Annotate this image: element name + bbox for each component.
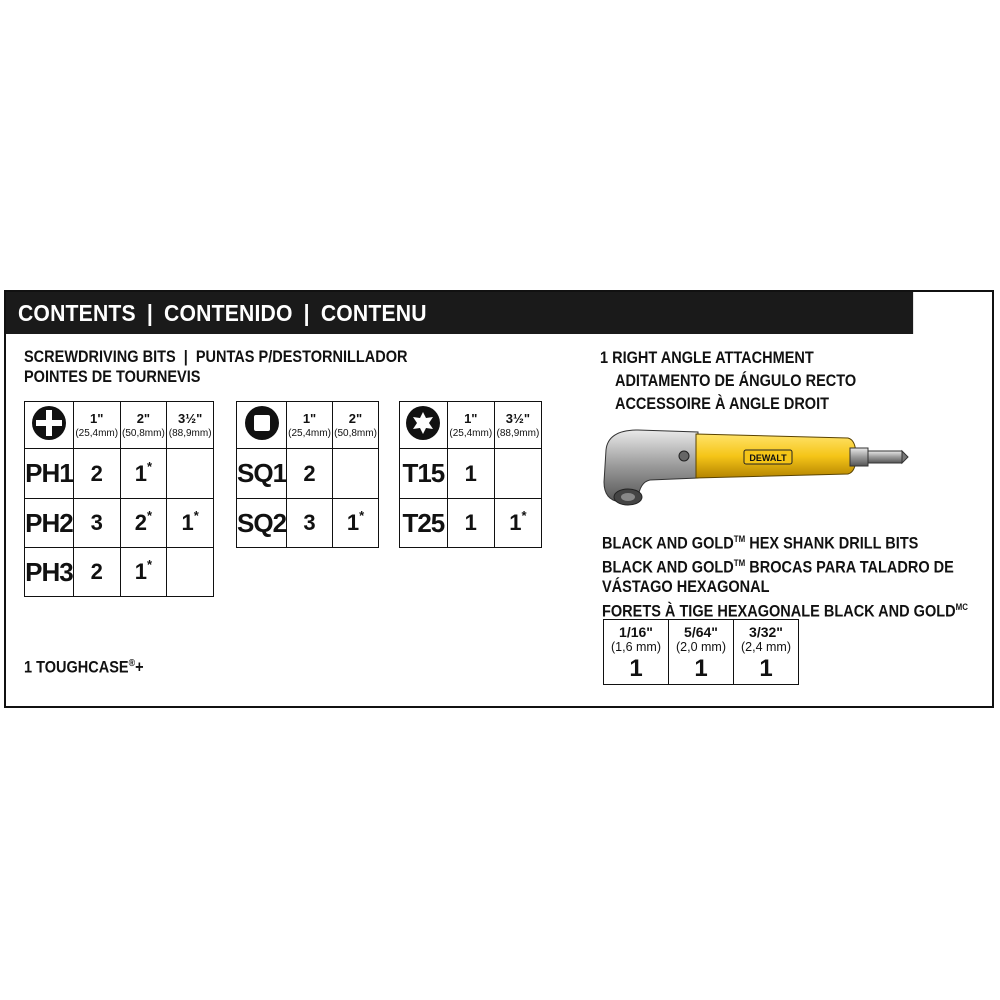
ph-col-mm: (88,9mm) bbox=[168, 428, 212, 439]
qty-value: 1 bbox=[509, 510, 522, 535]
square-drive-icon bbox=[244, 405, 280, 441]
square-bits-table bbox=[236, 401, 379, 548]
qty-value: 1 bbox=[346, 510, 360, 535]
torx-icon-cell bbox=[400, 402, 448, 449]
table-row bbox=[237, 499, 379, 548]
asterisk: * bbox=[147, 458, 153, 474]
asterisk: * bbox=[521, 508, 527, 523]
sq-col-header bbox=[287, 402, 333, 449]
trademark: TM bbox=[733, 534, 746, 544]
drill-bits-line1: BLACK AND GOLD™ HEX SHANK DRILL BITS bbox=[602, 534, 919, 553]
asterisk: * bbox=[193, 508, 199, 523]
qty-cell bbox=[167, 449, 214, 499]
toughcase-plus: + bbox=[135, 658, 144, 677]
ph-col-size: 3½" bbox=[178, 411, 203, 426]
screwdriving-title bbox=[24, 347, 407, 387]
toughcase-text: 1 TOUGHCASE bbox=[24, 658, 129, 677]
qty-value: 2 bbox=[90, 559, 103, 584]
table-row bbox=[237, 449, 379, 499]
qty-cell bbox=[494, 449, 541, 499]
row-label: SQ2 bbox=[237, 499, 287, 548]
drill-qty-row bbox=[604, 654, 799, 685]
drill-bits-line2: BLACK AND GOLD™ BROCAS PARA TALADRO DE bbox=[602, 558, 954, 577]
qty-cell bbox=[287, 449, 333, 499]
table-row bbox=[25, 548, 214, 597]
header-separator: | bbox=[146, 300, 153, 326]
qty-cell bbox=[447, 499, 494, 548]
qty-cell bbox=[333, 449, 379, 499]
drill-size: 1/16" bbox=[604, 620, 669, 641]
qty-cell bbox=[494, 499, 541, 548]
phillips-icon-cell bbox=[25, 402, 74, 449]
qty-cell bbox=[447, 449, 494, 499]
drill-size-row bbox=[604, 620, 799, 641]
t-col-size: 1" bbox=[464, 411, 478, 426]
trademark: TM bbox=[733, 558, 746, 568]
qty-value: 3 bbox=[90, 510, 103, 535]
contents-header bbox=[6, 292, 913, 334]
sq-col-mm: (50,8mm) bbox=[334, 428, 377, 439]
drill-mm: (1,6 mm) bbox=[604, 640, 669, 654]
table-row bbox=[400, 499, 542, 548]
row-label: PH3 bbox=[25, 548, 74, 597]
header-separator: | bbox=[303, 300, 310, 326]
qty-value: 2 bbox=[303, 460, 316, 486]
row-label: T15 bbox=[400, 449, 448, 499]
sq-col-mm: (25,4mm) bbox=[288, 428, 331, 439]
sq-col-size: 2" bbox=[348, 411, 363, 426]
qty-cell bbox=[120, 449, 167, 499]
ph-col-header bbox=[167, 402, 214, 449]
qty-value: 2 bbox=[90, 460, 103, 486]
attachment-line3: ACCESSOIRE À ANGLE DROIT bbox=[614, 395, 830, 413]
row-label: PH1 bbox=[25, 449, 74, 499]
right-angle-attachment-image bbox=[598, 420, 910, 510]
table-row bbox=[25, 499, 214, 548]
ph-col-mm: (50,8mm) bbox=[122, 428, 165, 439]
drill-size: 5/64" bbox=[669, 620, 734, 641]
phillips-bits-table bbox=[24, 401, 214, 597]
ph-col-mm: (25,4mm) bbox=[75, 428, 119, 439]
row-label: T25 bbox=[400, 499, 448, 548]
drill-bits-table bbox=[603, 619, 799, 685]
ph-col-size: 1" bbox=[90, 411, 104, 426]
qty-cell bbox=[287, 499, 333, 548]
attachment-title bbox=[600, 347, 856, 416]
row-label: SQ1 bbox=[237, 449, 287, 499]
qty-value: 1 bbox=[464, 510, 477, 535]
torx-icon bbox=[405, 405, 441, 441]
attachment-line1: 1 RIGHT ANGLE ATTACHMENT bbox=[600, 349, 814, 367]
drill-mm: (2,4 mm) bbox=[734, 640, 799, 654]
row-label: PH2 bbox=[25, 499, 74, 548]
drill-mm-row bbox=[604, 640, 799, 654]
square-icon-cell bbox=[237, 402, 287, 449]
asterisk: * bbox=[147, 508, 153, 523]
qty-cell bbox=[73, 499, 120, 548]
t-col-header bbox=[447, 402, 494, 449]
drill-bits-line3: VÁSTAGO HEXAGONAL bbox=[602, 578, 770, 596]
t-col-mm: (25,4mm) bbox=[449, 428, 493, 439]
table-row bbox=[25, 449, 214, 499]
drill-qty: 1 bbox=[604, 654, 669, 685]
asterisk: * bbox=[359, 508, 365, 523]
header-title-es: CONTENIDO bbox=[164, 300, 293, 326]
drill-qty: 1 bbox=[669, 654, 734, 685]
toughcase-line bbox=[24, 658, 144, 678]
qty-cell bbox=[333, 499, 379, 548]
asterisk: * bbox=[147, 557, 153, 572]
screwdriving-title-line1: SCREWDRIVING BITS | PUNTAS P/DESTORNILLADOR bbox=[24, 348, 408, 366]
qty-value: 1 bbox=[181, 510, 194, 535]
drill-bits-line4: FORETS À TIGE HEXAGONALE BLACK AND $GOLD^{MC}$ bbox=[602, 601, 968, 620]
ph-col-header bbox=[120, 402, 167, 449]
qty-value: 3 bbox=[303, 510, 316, 535]
header-title-fr: CONTENU bbox=[320, 300, 427, 326]
drill-bits-title bbox=[602, 530, 968, 622]
ph-col-header bbox=[73, 402, 120, 449]
qty-cell bbox=[167, 548, 214, 597]
t-col-header bbox=[494, 402, 541, 449]
qty-value: 1 bbox=[134, 460, 147, 486]
phillips-icon bbox=[31, 405, 67, 441]
drill-mm: (2,0 mm) bbox=[669, 640, 734, 654]
attachment-line2: ADITAMENTO DE ÁNGULO RECTO bbox=[614, 372, 857, 390]
drill-qty: 1 bbox=[734, 654, 799, 685]
qty-value: 1 bbox=[464, 460, 477, 486]
torx-bits-table bbox=[399, 401, 542, 548]
ph-col-size: 2" bbox=[136, 411, 151, 426]
header-title-en: CONTENTS bbox=[17, 300, 136, 326]
qty-cell bbox=[73, 548, 120, 597]
t-col-mm: (88,9mm) bbox=[496, 428, 540, 439]
qty-cell bbox=[120, 499, 167, 548]
sq-col-size: 1" bbox=[302, 411, 317, 426]
sq-col-header bbox=[333, 402, 379, 449]
qty-cell bbox=[167, 499, 214, 548]
t-col-size: 3½" bbox=[505, 411, 531, 426]
qty-cell bbox=[120, 548, 167, 597]
screwdriving-title-line2: POINTES DE TOURNEVIS bbox=[24, 368, 201, 386]
qty-value: 2 bbox=[134, 510, 147, 535]
qty-cell bbox=[73, 449, 120, 499]
table-row bbox=[400, 449, 542, 499]
dewalt-brand-label: DEWALT bbox=[749, 453, 787, 463]
qty-value: 1 bbox=[134, 559, 147, 584]
mc-mark: MC bbox=[955, 601, 968, 612]
drill-size: 3/32" bbox=[734, 620, 799, 641]
registered-mark: ® bbox=[128, 658, 136, 669]
